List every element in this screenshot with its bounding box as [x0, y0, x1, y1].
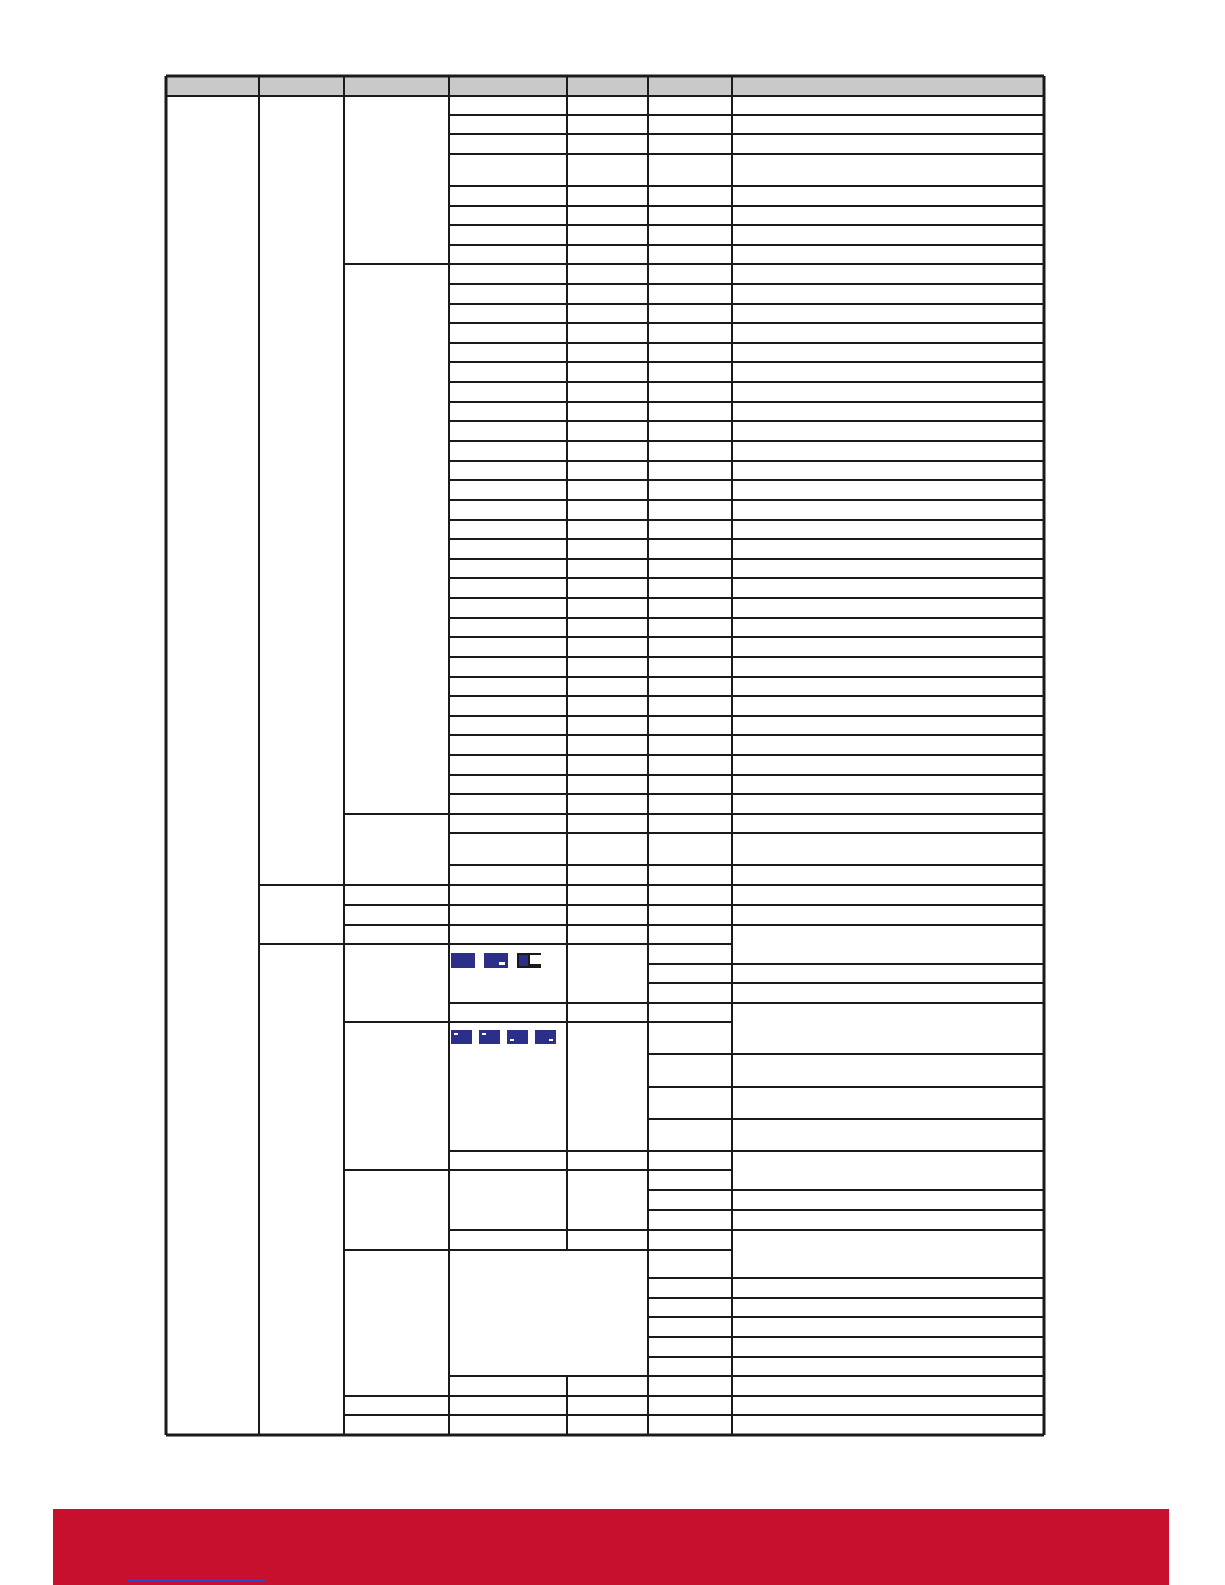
pop-side-by-side-icon — [517, 953, 541, 968]
pip-mode-icon-group — [451, 953, 541, 968]
table-header-row — [166, 76, 1044, 96]
footer-bar — [53, 1509, 1169, 1585]
footer-link[interactable] — [128, 1580, 266, 1581]
pip-position-icon-group — [451, 1030, 556, 1044]
pip-top-left-icon — [451, 1030, 472, 1044]
full-screen-icon — [451, 953, 475, 968]
pip-top-right-icon — [479, 1030, 500, 1044]
pip-bottom-left-icon — [507, 1030, 528, 1044]
pip-bottom-right-icon — [535, 1030, 556, 1044]
pip-bottom-right-icon — [484, 953, 508, 968]
